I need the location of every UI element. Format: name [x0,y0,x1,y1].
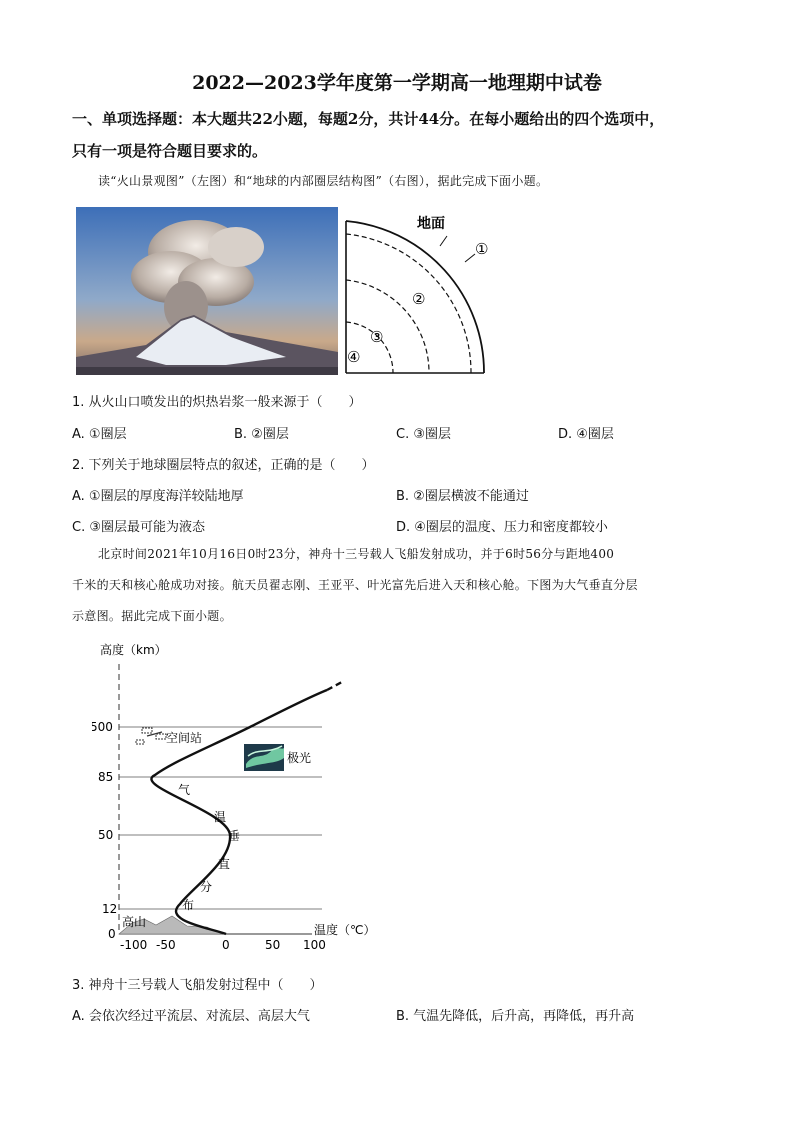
layer-label-4: ④ [347,348,361,366]
section-heading-line2: 只有一项是符合题目要求的。 [72,142,268,160]
x-tick-neg50: -50 [156,938,176,952]
y-tick-85: 85 [98,770,114,784]
question-1-option-d[interactable]: D. ④圈层 [558,427,614,442]
curve-text-5: 分 [200,880,213,894]
intro-shenzhou-line1: 北京时间2021年10月16日0时23分，神舟十三号载人飞船发射成功，并于6时56分与距地400 [98,547,615,561]
question-2-option-a[interactable]: A. ①圈层的厚度海洋较陆地厚 [72,489,244,504]
section-heading [72,107,732,163]
page-title: 2022—2023学年度第一学期高一地理期中试卷 [192,72,602,94]
volcano-photo [76,207,338,375]
curve-text-3: 垂 [228,829,241,843]
y-tick-0: 0 [108,927,116,941]
chart-ylabel: 高度（km） [100,643,167,657]
question-3-stem: 3. 神舟十三号载人飞船发射过程中（ ） [72,978,323,993]
question-2-option-c[interactable]: C. ③圈层最可能为液态 [72,520,205,535]
curve-text-2: 温 [214,810,227,824]
atmosphere-chart [92,636,392,962]
y-tick-50: 50 [98,828,114,842]
mountain-label: 高山 [122,915,147,929]
curve-text-6: 布 [182,898,195,912]
question-1-option-a[interactable]: A. ①圈层 [72,427,127,442]
y-tick-500: 500 [92,720,113,734]
section-heading-line1: 一、单项选择题：本大题共22小题，每题2分，共计44分。在每小题给出的四个选项中， [72,110,665,128]
chart-xlabel: 温度（℃） [314,923,376,937]
surface-label: 地面 [417,216,445,232]
intro-volcano: 读“火山景观图”（左图）和“地球的内部圈层结构图”（右图），据此完成下面小题。 [98,174,549,188]
question-2-stem: 2. 下列关于地球圈层特点的叙述，正确的是（ ） [72,458,375,473]
intro-shenzhou [72,539,722,632]
x-tick-100: 100 [303,938,326,952]
layer-label-1: ① [475,240,489,258]
curve-text-4: 直 [218,857,231,871]
space-station-label: 空间站 [166,731,203,745]
temperature-curve-dashed [327,682,342,690]
y-tick-12: 12 [102,902,118,916]
question-2-option-d[interactable]: D. ④圈层的温度、压力和密度都较小 [396,520,608,535]
x-tick-50: 50 [265,938,281,952]
question-3-option-b[interactable]: B. 气温先降低，后升高，再降低，再升高 [396,1009,635,1024]
x-tick-neg100: -100 [120,938,148,952]
question-1-option-b[interactable]: B. ②圈层 [234,427,289,442]
question-1-option-c[interactable]: C. ③圈层 [396,427,451,442]
question-1-stem: 1. 从火山口喷发出的炽热岩浆一般来源于（ ） [72,395,362,410]
question-2-option-b[interactable]: B. ②圈层横波不能通过 [396,489,529,504]
x-tick-0: 0 [222,938,230,952]
aurora-icon [244,744,284,771]
question-3-option-a[interactable]: A. 会依次经过平流层、对流层、高层大气 [72,1009,310,1024]
earth-layers-figure [343,212,493,381]
aurora-label: 极光 [287,751,312,765]
layer-label-2: ② [412,290,426,308]
intro-shenzhou-line3: 示意图。据此完成下面小题。 [72,609,232,623]
layer-label-3: ③ [370,328,384,346]
space-station-icon [136,728,166,744]
temperature-curve [151,690,327,934]
curve-text-1: 气 [178,783,191,797]
intro-shenzhou-line2: 千米的天和核心舱成功对接。航天员翟志刚、王亚平、叶光富先后进入天和核心舱。下图为大气垂直分层 [72,578,638,592]
